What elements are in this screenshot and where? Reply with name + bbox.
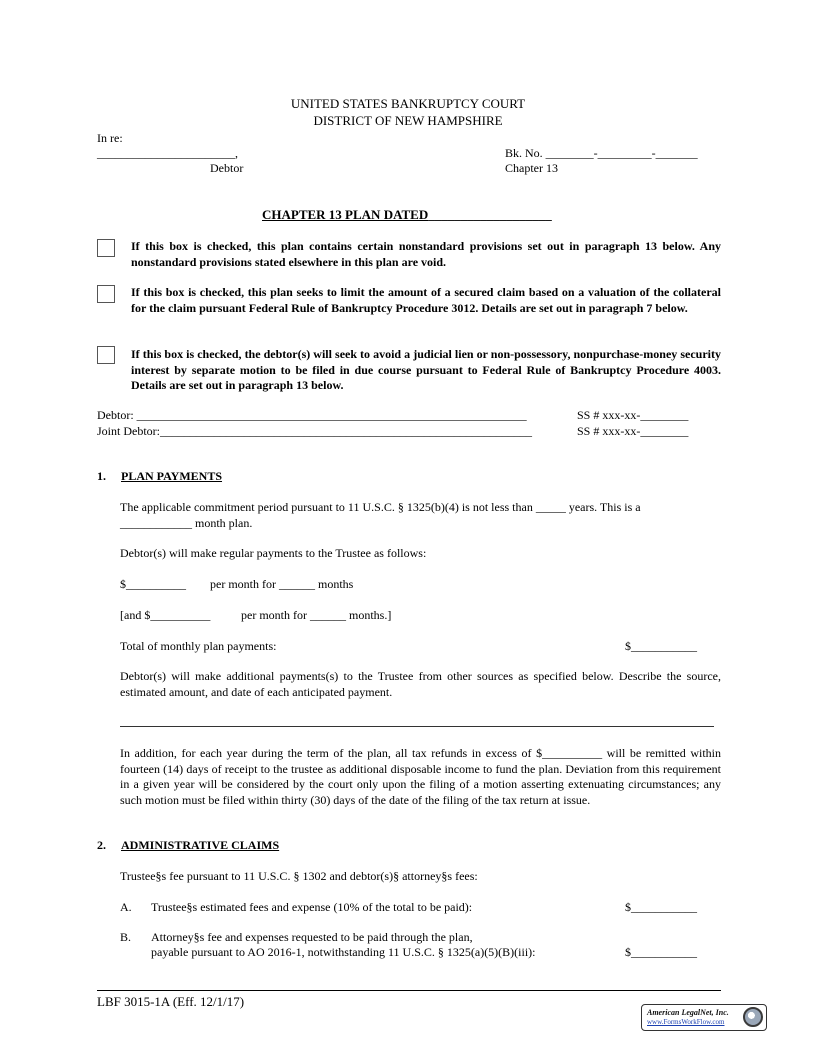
total-payments-label: Total of monthly plan payments: bbox=[120, 639, 277, 653]
trustee-fees-text: Trustee§s estimated fees and expense (10% of the total to be paid): bbox=[151, 900, 473, 914]
attorney-fees-text-2: payable pursuant to AO 2016-1, notwithstanding 11 U.S.C. § 1325(a)(5)(B)(iii): bbox=[151, 945, 536, 959]
debtor-ss-field[interactable]: SS # xxx-xx-________ bbox=[577, 408, 689, 422]
form-id: LBF 3015-1A (Eff. 12/1/17) bbox=[97, 994, 245, 1009]
regular-payments-text: Debtor(s) will make regular payments to the Trustee as follows: bbox=[120, 546, 427, 560]
section-1-number: 1. bbox=[97, 469, 106, 483]
attorney-fees-amount[interactable]: $___________ bbox=[625, 945, 697, 959]
bk-number-field[interactable]: Bk. No. ________-_________-_______ bbox=[505, 146, 698, 160]
plan-date-blank[interactable]: ___________________ bbox=[428, 207, 552, 222]
court-district: DISTRICT OF NEW HAMPSHIRE bbox=[313, 113, 503, 128]
section-2-number: 2. bbox=[97, 838, 106, 852]
court-name: UNITED STATES BANKRUPTCY COURT bbox=[290, 96, 526, 111]
avoid-lien-text: If this box is checked, the debtor(s) will seek to avoid a judicial lien or non-possessory, nonpurchase-money security interest by separate motion to be filed in due course pursuant to Federal Rule of Bankruptcy Procedure 4003. Details are set out in paragraph 13 below. bbox=[131, 347, 721, 392]
tax-refunds-text: In addition, for each year during the term of the plan, all tax refunds in excess of $__________ will be remitted within fourteen (14) days of receipt to the trustee as additional disposable income to fund the plan. Deviation from this requirement in a given year will be considered by the court only upon the filing of a motion asserting extenuating circumstances; any such motion must be filed within thirty (30) days of the date of the filing of the tax return at issue. bbox=[120, 746, 721, 807]
payment-1-amount[interactable]: $__________ bbox=[120, 577, 186, 591]
logo-website-link[interactable]: www.FormsWorkFlow.com bbox=[647, 1018, 725, 1026]
plan-title bbox=[262, 207, 552, 222]
debtor-name-blank[interactable]: _______________________, bbox=[97, 146, 238, 160]
globe-icon bbox=[743, 1007, 763, 1027]
nonstandard-provisions-text: If this box is checked, this plan contains certain nonstandard provisions set out in paragraph 13 below. Any nonstandard provisions stated elsewhere in this plan are void. bbox=[131, 239, 721, 269]
footer-rule bbox=[97, 990, 721, 991]
payment-1-term[interactable]: per month for ______ months bbox=[210, 577, 354, 591]
payment-2-term[interactable]: per month for ______ months.] bbox=[241, 608, 392, 622]
plan-title-text: CHAPTER 13 PLAN DATED bbox=[262, 207, 429, 222]
attorney-fees-text-1: Attorney§s fee and expenses requested to be paid through the plan, bbox=[151, 930, 473, 944]
section-2-heading: ADMINISTRATIVE CLAIMS bbox=[121, 838, 280, 852]
in-re-label: In re: bbox=[97, 131, 123, 145]
joint-debtor-line[interactable]: Joint Debtor:______________________________________________________________ bbox=[97, 424, 532, 438]
item-a-letter: A. bbox=[120, 900, 132, 914]
chapter-label: Chapter 13 bbox=[505, 161, 558, 175]
debtor-caption-label: Debtor bbox=[210, 161, 244, 175]
nonstandard-provisions-checkbox[interactable] bbox=[97, 239, 115, 257]
avoid-lien-checkbox[interactable] bbox=[97, 346, 115, 364]
commitment-period-text: The applicable commitment period pursuant to 11 U.S.C. § 1325(b)(4) is not less than _____ years. This is a bbox=[120, 500, 641, 514]
item-b-letter: B. bbox=[120, 930, 132, 944]
payment-2-amount[interactable]: [and $__________ bbox=[120, 608, 211, 622]
month-plan-text: ____________ month plan. bbox=[120, 516, 253, 530]
additional-payments-text: Debtor(s) will make additional payments(s) to the Trustee from other sources as specified below. Describe the source, estimated amount, and date of each anticipated payment. bbox=[120, 669, 721, 699]
joint-debtor-ss-field[interactable]: SS # xxx-xx-________ bbox=[577, 424, 689, 438]
logo-company-name: American LegalNet, Inc. bbox=[647, 1008, 729, 1017]
section-1-heading: PLAN PAYMENTS bbox=[121, 469, 223, 483]
total-payments-amount[interactable]: $___________ bbox=[625, 639, 697, 653]
trustee-fees-amount[interactable]: $___________ bbox=[625, 900, 697, 914]
legalnet-logo[interactable] bbox=[641, 1004, 767, 1031]
limit-secured-claim-checkbox[interactable] bbox=[97, 285, 115, 303]
admin-claims-intro: Trustee§s fee pursuant to 11 U.S.C. § 1302 and debtor(s)§ attorney§s fees: bbox=[120, 869, 478, 883]
limit-secured-claim-text: If this box is checked, this plan seeks to limit the amount of a secured claim based on a valuation of the collateral for the claim pursuant Federal Rule of Bankruptcy Procedure 3012. Details are set out in paragraph 7 below. bbox=[131, 285, 721, 315]
debtor-line[interactable]: Debtor: _________________________________________________________________ bbox=[97, 408, 527, 422]
additional-payments-line[interactable] bbox=[120, 726, 714, 727]
